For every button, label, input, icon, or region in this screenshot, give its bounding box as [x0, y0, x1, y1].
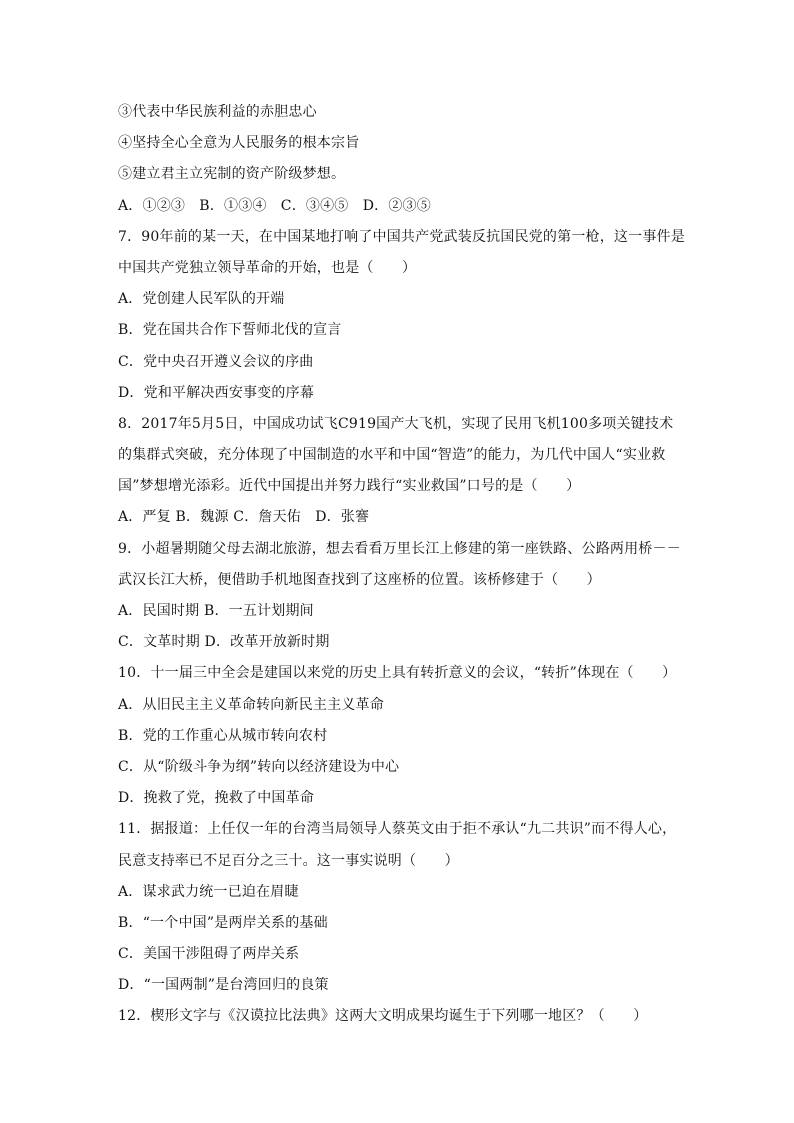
q7-choice-a: A．党创建人民军队的开端 [118, 291, 285, 308]
q11-choice-d: D．“一国两制”是台湾回归的良策 [118, 977, 329, 994]
option-3-text: ③代表中华民族利益的赤胆忠心 [118, 104, 317, 120]
q7-stem-line-2: 中国共产党独立领导革命的开始，也是（ ） [118, 259, 417, 276]
q11-stem-line-2: 民意支持率已不足百分之三十。这一事实说明（ ） [118, 852, 459, 869]
q8-stem-line-1: 8．2017年5月5日，中国成功试飞C919国产大飞机，实现了民用飞机100多项关键技术 [118, 415, 674, 432]
q7-choice-c: C．党中央召开遵义会议的序曲 [118, 353, 314, 370]
exam-content [118, 97, 688, 1033]
q9-stem-line-2: 武汉长江大桥，便借助手机地图查找到了这座桥的位置。该桥修建于（ ） [118, 571, 601, 588]
q9-stem-line-1: 9．小超暑期随父母去湖北旅游，想去看看万里长江上修建的第一座铁路、公路两用桥－－ [118, 540, 681, 557]
q10-stem: 10．十一届三中全会是建国以来党的历史上具有转折意义的会议，“转折”体现在（ ） [118, 665, 677, 682]
q8-choices: A．严复 B．魏源 C．詹天佑 D．张謇 [118, 509, 370, 526]
q7-choice-d: D．党和平解决西安事变的序幕 [118, 384, 315, 401]
q7-choice-b: B．党在国共合作下誓师北伐的宣言 [118, 322, 342, 339]
q8-stem-line-2: 的集群式突破，充分体现了中国制造的水平和中国“智造”的能力，为几代中国人“实业救 [118, 447, 666, 464]
q11-stem-line-1: 11．据报道：上任仅一年的台湾当局领导人蔡英文由于拒不承认“九二共识”而不得人心， [118, 821, 677, 838]
q10-choice-d: D．挽救了党，挽救了中国革命 [118, 790, 315, 807]
q11-choice-c: C．美国干涉阻碍了两岸关系 [118, 946, 300, 963]
option-5-text: ⑤建立君主立宪制的资产阶级梦想。 [118, 166, 346, 183]
option-4-text: ④坚持全心全意为人民服务的根本宗旨 [118, 135, 360, 152]
q6-choices: A．①②③ B．①③④ C．③④⑤ D．②③⑤ [118, 197, 431, 214]
q10-choice-a: A．从旧民主主义革命转向新民主主义革命 [118, 696, 384, 713]
q7-stem-line-1: 7．90年前的某一天，在中国某地打响了中国共产党武装反抗国民党的第一枪，这一事件是 [118, 228, 685, 245]
q12-stem: 12．楔形文字与《汉谟拉比法典》这两大文明成果均诞生于下列哪一地区？（ ） [118, 1008, 648, 1025]
q10-choice-b: B．党的工作重心从城市转向农村 [118, 727, 328, 744]
q10-choice-c: C．从“阶级斗争为纲”转向以经济建设为中心 [118, 758, 400, 775]
q9-choices-ab: A．民国时期 B．一五计划期间 [118, 603, 314, 619]
q11-choice-b: B．“一个中国”是两岸关系的基础 [118, 914, 328, 931]
q9-choices-cd: C．文革时期 D．改革开放新时期 [118, 634, 330, 651]
q11-choice-a: A．谋求武力统一已迫在眉睫 [118, 883, 299, 900]
q8-stem-line-3: 国”梦想增光添彩。近代中国提出并努力践行“实业救国”口号的是（ ） [118, 478, 581, 495]
